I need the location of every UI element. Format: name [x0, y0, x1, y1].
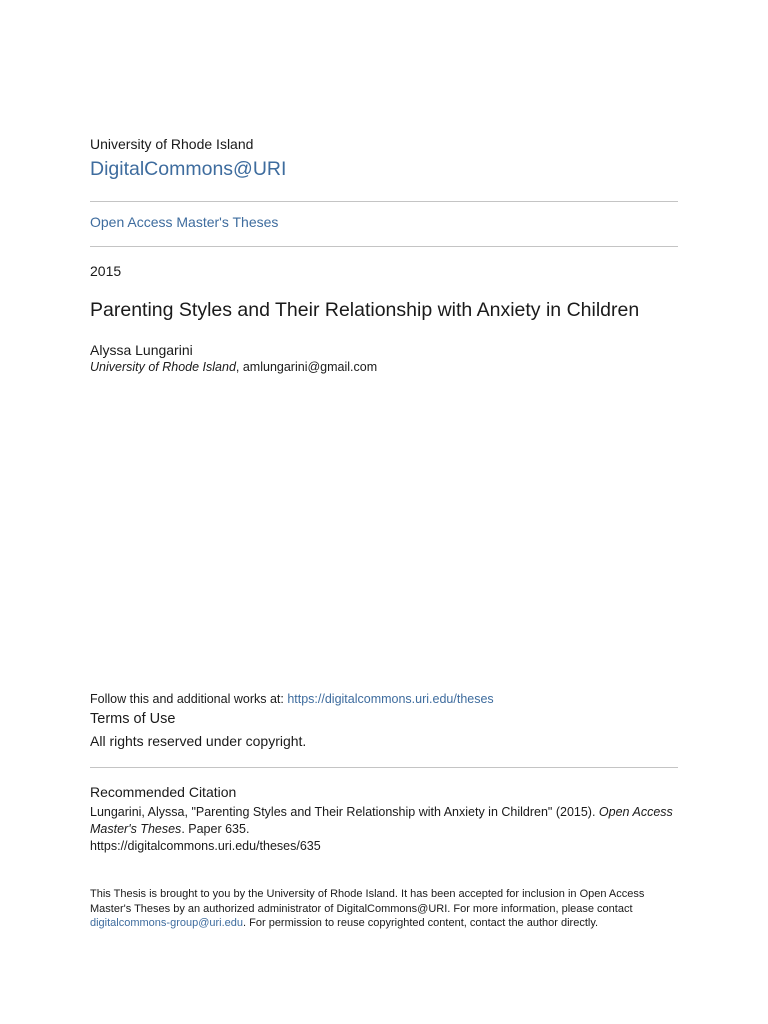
repository-link[interactable]: DigitalCommons@URI	[90, 158, 287, 180]
divider	[90, 767, 678, 768]
terms-of-use-link[interactable]: Terms of Use	[90, 711, 176, 727]
rights-statement: All rights reserved under copyright.	[90, 733, 307, 749]
author-affiliation: University of Rhode Island	[90, 360, 236, 374]
affiliation-separator: ,	[235, 360, 243, 374]
collection-link[interactable]: Open Access Master's Theses	[90, 214, 279, 230]
author-affiliation-line	[90, 360, 377, 374]
follow-prefix: Follow this and additional works at:	[90, 692, 288, 706]
institution-name: University of Rhode Island	[90, 136, 254, 152]
follow-line	[90, 692, 494, 706]
recommended-citation-heading: Recommended Citation	[90, 784, 237, 800]
citation-url: https://digitalcommons.uri.edu/theses/635	[90, 839, 321, 853]
divider	[90, 246, 678, 247]
footer-notice	[90, 887, 678, 931]
footer-notice-part1: This Thesis is brought to you by the University of Rhode Island. It has been accepted for inclusion in Open Access Master's Theses by an authorized administrator of DigitalCommons@URI. For more information, please contact	[90, 888, 645, 915]
citation-series: Open Access Master's Theses	[90, 805, 673, 836]
citation-text	[90, 804, 678, 855]
citation-part1: Lungarini, Alyssa, "Parenting Styles and Their Relationship with Anxiety in Children" (2015).	[90, 805, 599, 819]
author-name: Alyssa Lungarini	[90, 342, 193, 358]
divider	[90, 201, 678, 202]
follow-url-link[interactable]: https://digitalcommons.uri.edu/theses	[287, 692, 494, 706]
paper-title: Parenting Styles and Their Relationship with Anxiety in Children	[90, 299, 640, 321]
footer-notice-part2: . For permission to reuse copyrighted content, contact the author directly.	[243, 917, 599, 929]
author-email: amlungarini@gmail.com	[242, 360, 378, 374]
citation-part2: . Paper 635.	[181, 822, 250, 836]
publication-year: 2015	[90, 263, 122, 279]
contact-email-link[interactable]: digitalcommons-group@uri.edu	[90, 917, 244, 929]
